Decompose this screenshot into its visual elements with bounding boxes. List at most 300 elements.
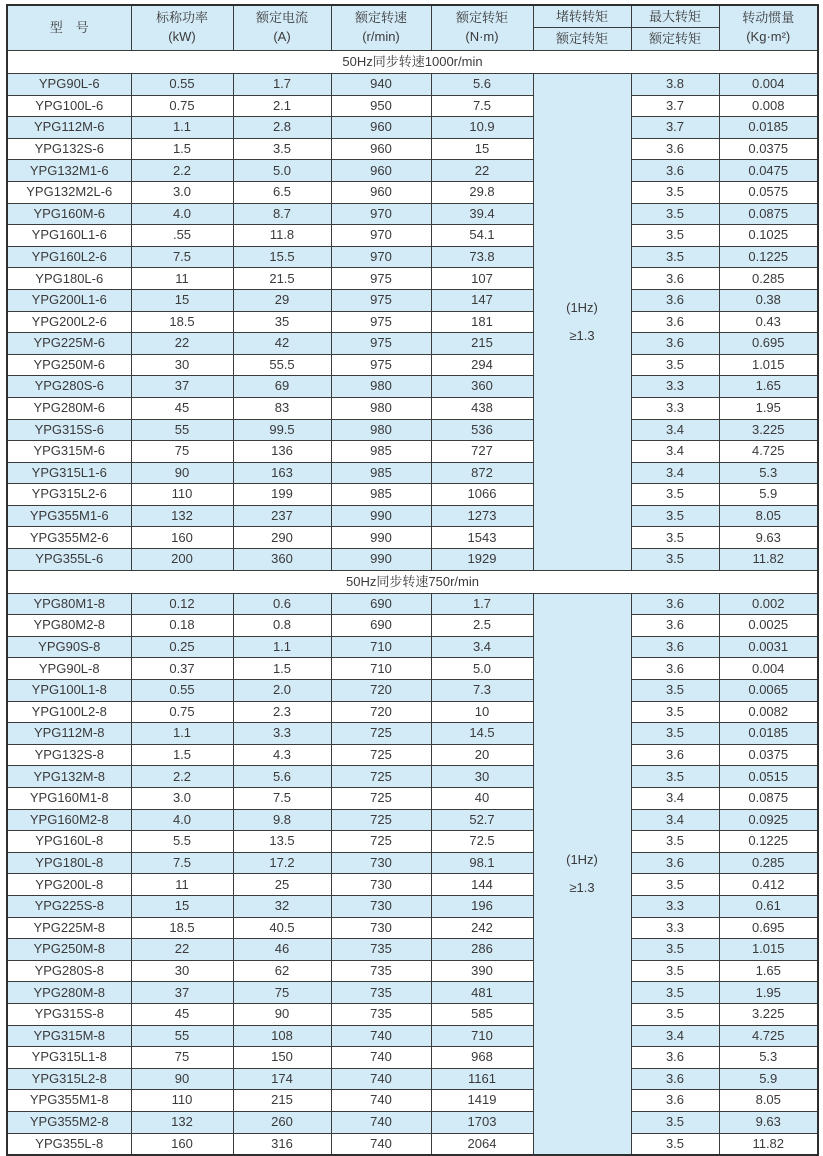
model-cell: YPG90L-8 bbox=[7, 658, 131, 680]
value-cell: 5.6 bbox=[233, 766, 331, 788]
value-cell: 1066 bbox=[431, 484, 533, 506]
model-cell: YPG225M-8 bbox=[7, 917, 131, 939]
value-cell: 107 bbox=[431, 268, 533, 290]
value-cell: 975 bbox=[331, 289, 431, 311]
value-cell: 18.5 bbox=[131, 917, 233, 939]
model-cell: YPG280M-8 bbox=[7, 982, 131, 1004]
value-cell: 52.7 bbox=[431, 809, 533, 831]
value-cell: 144 bbox=[431, 874, 533, 896]
value-cell: 3.8 bbox=[631, 74, 719, 96]
value-cell: 3.6 bbox=[631, 658, 719, 680]
model-cell: YPG355L-8 bbox=[7, 1133, 131, 1155]
value-cell: 0.0185 bbox=[719, 723, 818, 745]
section-header-row bbox=[7, 570, 818, 593]
model-cell: YPG355M2-8 bbox=[7, 1111, 131, 1133]
value-cell: 3.225 bbox=[719, 1003, 818, 1025]
value-cell: 99.5 bbox=[233, 419, 331, 441]
table-header bbox=[7, 5, 818, 51]
value-cell: 11.82 bbox=[719, 549, 818, 571]
value-cell: 7.5 bbox=[233, 788, 331, 810]
value-cell: 1419 bbox=[431, 1090, 533, 1112]
value-cell: 980 bbox=[331, 419, 431, 441]
value-cell: 37 bbox=[131, 376, 233, 398]
value-cell: 710 bbox=[331, 636, 431, 658]
value-cell: 15 bbox=[131, 895, 233, 917]
value-cell: 3.5 bbox=[233, 138, 331, 160]
value-cell: 1.7 bbox=[431, 593, 533, 615]
col-header-rated-torque bbox=[431, 5, 533, 51]
col-header-rated-torque-label: 额定转矩 bbox=[455, 10, 508, 26]
value-cell: 710 bbox=[431, 1025, 533, 1047]
value-cell: 98.1 bbox=[431, 852, 533, 874]
value-cell: 110 bbox=[131, 484, 233, 506]
value-cell: 10.9 bbox=[431, 117, 533, 139]
value-cell: 1.65 bbox=[719, 376, 818, 398]
model-cell: YPG315M-8 bbox=[7, 1025, 131, 1047]
table-row bbox=[7, 917, 818, 939]
value-cell: 40.5 bbox=[233, 917, 331, 939]
col-header-locked-torque-ratio bbox=[533, 5, 631, 51]
value-cell: 360 bbox=[431, 376, 533, 398]
value-cell: 8.7 bbox=[233, 203, 331, 225]
value-cell: 970 bbox=[331, 203, 431, 225]
value-cell: 3.6 bbox=[631, 138, 719, 160]
table-row bbox=[7, 225, 818, 247]
value-cell: 940 bbox=[331, 74, 431, 96]
table-row bbox=[7, 744, 818, 766]
table-row bbox=[7, 874, 818, 896]
value-cell: 5.6 bbox=[431, 74, 533, 96]
value-cell: 0.25 bbox=[131, 636, 233, 658]
value-cell: 15 bbox=[431, 138, 533, 160]
value-cell: 0.38 bbox=[719, 289, 818, 311]
model-cell: YPG160M1-8 bbox=[7, 788, 131, 810]
value-cell: 3.5 bbox=[631, 701, 719, 723]
value-cell: 25 bbox=[233, 874, 331, 896]
col-header-rated-power-unit: (kW) bbox=[168, 29, 196, 44]
table-row bbox=[7, 333, 818, 355]
table-row bbox=[7, 788, 818, 810]
value-cell: 735 bbox=[331, 960, 431, 982]
model-cell: YPG132M2L-6 bbox=[7, 181, 131, 203]
value-cell: 730 bbox=[331, 917, 431, 939]
table-row bbox=[7, 1090, 818, 1112]
table-row bbox=[7, 505, 818, 527]
value-cell: 29.8 bbox=[431, 181, 533, 203]
value-cell: 3.5 bbox=[631, 939, 719, 961]
value-cell: 1.5 bbox=[233, 658, 331, 680]
value-cell: 740 bbox=[331, 1111, 431, 1133]
value-cell: 0.8 bbox=[233, 615, 331, 637]
value-cell: 260 bbox=[233, 1111, 331, 1133]
value-cell: 690 bbox=[331, 593, 431, 615]
value-cell: 3.7 bbox=[631, 117, 719, 139]
value-cell: 7.5 bbox=[131, 852, 233, 874]
model-cell: YPG315L2-6 bbox=[7, 484, 131, 506]
model-cell: YPG315S-8 bbox=[7, 1003, 131, 1025]
value-cell: 0.1025 bbox=[719, 225, 818, 247]
value-cell: 975 bbox=[331, 268, 431, 290]
value-cell: 3.5 bbox=[631, 982, 719, 1004]
table-row bbox=[7, 1047, 818, 1069]
value-cell: 360 bbox=[233, 549, 331, 571]
model-cell: YPG355L-6 bbox=[7, 549, 131, 571]
value-cell: 1.95 bbox=[719, 982, 818, 1004]
model-cell: YPG90L-6 bbox=[7, 74, 131, 96]
table-row bbox=[7, 723, 818, 745]
value-cell: 30 bbox=[131, 960, 233, 982]
model-cell: YPG355M2-6 bbox=[7, 527, 131, 549]
value-cell: 6.5 bbox=[233, 181, 331, 203]
value-cell: 730 bbox=[331, 852, 431, 874]
value-cell: 985 bbox=[331, 441, 431, 463]
value-cell: 73.8 bbox=[431, 246, 533, 268]
table-row bbox=[7, 246, 818, 268]
value-cell: 536 bbox=[431, 419, 533, 441]
value-cell: 3.6 bbox=[631, 852, 719, 874]
value-cell: 150 bbox=[233, 1047, 331, 1069]
value-cell: 215 bbox=[431, 333, 533, 355]
locked-torque-denominator: 额定转矩 bbox=[534, 28, 631, 50]
value-cell: 3.3 bbox=[631, 895, 719, 917]
value-cell: 0.008 bbox=[719, 95, 818, 117]
model-cell: YPG355M1-6 bbox=[7, 505, 131, 527]
value-cell: 75 bbox=[131, 441, 233, 463]
table-row bbox=[7, 527, 818, 549]
col-header-rated-current-label: 额定电流 bbox=[255, 10, 308, 26]
value-cell: 69 bbox=[233, 376, 331, 398]
value-cell: 1.5 bbox=[131, 138, 233, 160]
value-cell: 0.0475 bbox=[719, 160, 818, 182]
value-cell: 9.63 bbox=[719, 527, 818, 549]
table-row bbox=[7, 484, 818, 506]
value-cell: 294 bbox=[431, 354, 533, 376]
value-cell: 950 bbox=[331, 95, 431, 117]
value-cell: 3.6 bbox=[631, 615, 719, 637]
model-cell: YPG315L1-6 bbox=[7, 462, 131, 484]
value-cell: 316 bbox=[233, 1133, 331, 1155]
value-cell: 3.5 bbox=[631, 225, 719, 247]
table-row bbox=[7, 895, 818, 917]
value-cell: 3.5 bbox=[631, 766, 719, 788]
model-cell: YPG355M1-8 bbox=[7, 1090, 131, 1112]
value-cell: 8.05 bbox=[719, 1090, 818, 1112]
value-cell: 90 bbox=[131, 462, 233, 484]
value-cell: 4.725 bbox=[719, 1025, 818, 1047]
locked-torque-ratio-note-cell bbox=[533, 74, 631, 571]
locked-torque-ratio-note-cell bbox=[533, 593, 631, 1155]
value-cell: 132 bbox=[131, 505, 233, 527]
motor-spec-table bbox=[6, 4, 819, 1156]
col-header-rated-current-unit: (A) bbox=[273, 29, 291, 44]
value-cell: 5.3 bbox=[719, 462, 818, 484]
model-cell: YPG280M-6 bbox=[7, 397, 131, 419]
value-cell: 5.5 bbox=[131, 831, 233, 853]
value-cell: 3.7 bbox=[631, 95, 719, 117]
table-row bbox=[7, 636, 818, 658]
locked-torque-note-line2: ≥1.3 bbox=[569, 327, 595, 343]
value-cell: 3.3 bbox=[233, 723, 331, 745]
model-cell: YPG90S-8 bbox=[7, 636, 131, 658]
table-row bbox=[7, 831, 818, 853]
model-cell: YPG315L1-8 bbox=[7, 1047, 131, 1069]
model-cell: YPG160M2-8 bbox=[7, 809, 131, 831]
value-cell: 75 bbox=[131, 1047, 233, 1069]
value-cell: 3.5 bbox=[631, 549, 719, 571]
value-cell: 2.5 bbox=[431, 615, 533, 637]
value-cell: 3.225 bbox=[719, 419, 818, 441]
value-cell: 196 bbox=[431, 895, 533, 917]
value-cell: 725 bbox=[331, 788, 431, 810]
value-cell: 18.5 bbox=[131, 311, 233, 333]
value-cell: 725 bbox=[331, 723, 431, 745]
value-cell: 200 bbox=[131, 549, 233, 571]
header-row bbox=[7, 5, 818, 51]
value-cell: 11 bbox=[131, 874, 233, 896]
col-header-max-torque-ratio bbox=[631, 5, 719, 51]
locked-torque-note-line1: (1Hz) bbox=[566, 300, 598, 316]
value-cell: 3.5 bbox=[631, 1111, 719, 1133]
value-cell: 1.95 bbox=[719, 397, 818, 419]
model-cell: YPG132M1-6 bbox=[7, 160, 131, 182]
table-row bbox=[7, 960, 818, 982]
table-row bbox=[7, 419, 818, 441]
col-header-inertia-label: 转动惯量 bbox=[742, 10, 795, 26]
value-cell: 7.3 bbox=[431, 680, 533, 702]
value-cell: 39.4 bbox=[431, 203, 533, 225]
value-cell: 3.6 bbox=[631, 333, 719, 355]
value-cell: 1.5 bbox=[131, 744, 233, 766]
value-cell: 215 bbox=[233, 1090, 331, 1112]
value-cell: 3.4 bbox=[631, 462, 719, 484]
model-cell: YPG132S-6 bbox=[7, 138, 131, 160]
value-cell: 975 bbox=[331, 354, 431, 376]
value-cell: 3.4 bbox=[631, 809, 719, 831]
value-cell: 730 bbox=[331, 895, 431, 917]
table-row bbox=[7, 74, 818, 96]
value-cell: 0.61 bbox=[719, 895, 818, 917]
value-cell: 3.3 bbox=[631, 397, 719, 419]
table-row bbox=[7, 658, 818, 680]
table-row bbox=[7, 1133, 818, 1155]
table-row bbox=[7, 95, 818, 117]
value-cell: 35 bbox=[233, 311, 331, 333]
col-header-rated-speed bbox=[331, 5, 431, 51]
value-cell: 0.12 bbox=[131, 593, 233, 615]
value-cell: 8.05 bbox=[719, 505, 818, 527]
value-cell: 55 bbox=[131, 1025, 233, 1047]
value-cell: 20 bbox=[431, 744, 533, 766]
value-cell: 3.5 bbox=[631, 960, 719, 982]
value-cell: 0.0025 bbox=[719, 615, 818, 637]
model-cell: YPG200L1-6 bbox=[7, 289, 131, 311]
value-cell: 3.5 bbox=[631, 484, 719, 506]
value-cell: 0.285 bbox=[719, 268, 818, 290]
value-cell: 585 bbox=[431, 1003, 533, 1025]
value-cell: 725 bbox=[331, 766, 431, 788]
col-header-rated-power bbox=[131, 5, 233, 51]
value-cell: 110 bbox=[131, 1090, 233, 1112]
table-row bbox=[7, 766, 818, 788]
value-cell: 3.3 bbox=[631, 376, 719, 398]
value-cell: .55 bbox=[131, 225, 233, 247]
value-cell: 4.0 bbox=[131, 809, 233, 831]
value-cell: 0.1225 bbox=[719, 831, 818, 853]
value-cell: 5.9 bbox=[719, 484, 818, 506]
value-cell: 72.5 bbox=[431, 831, 533, 853]
value-cell: 3.4 bbox=[631, 1025, 719, 1047]
model-cell: YPG160L-8 bbox=[7, 831, 131, 853]
value-cell: 970 bbox=[331, 225, 431, 247]
model-cell: YPG180L-8 bbox=[7, 852, 131, 874]
value-cell: 10 bbox=[431, 701, 533, 723]
table-row bbox=[7, 117, 818, 139]
value-cell: 160 bbox=[131, 527, 233, 549]
value-cell: 4.0 bbox=[131, 203, 233, 225]
value-cell: 15.5 bbox=[233, 246, 331, 268]
value-cell: 3.4 bbox=[631, 788, 719, 810]
value-cell: 3.6 bbox=[631, 268, 719, 290]
value-cell: 0.37 bbox=[131, 658, 233, 680]
value-cell: 872 bbox=[431, 462, 533, 484]
table-row bbox=[7, 939, 818, 961]
value-cell: 3.5 bbox=[631, 181, 719, 203]
value-cell: 980 bbox=[331, 397, 431, 419]
model-cell: YPG180L-6 bbox=[7, 268, 131, 290]
table-row bbox=[7, 138, 818, 160]
value-cell: 3.5 bbox=[631, 1133, 719, 1155]
table-row bbox=[7, 1025, 818, 1047]
table-row bbox=[7, 203, 818, 225]
value-cell: 1273 bbox=[431, 505, 533, 527]
table-row bbox=[7, 289, 818, 311]
model-cell: YPG200L2-6 bbox=[7, 311, 131, 333]
value-cell: 3.6 bbox=[631, 1090, 719, 1112]
value-cell: 199 bbox=[233, 484, 331, 506]
model-cell: YPG250M-8 bbox=[7, 939, 131, 961]
table-row bbox=[7, 376, 818, 398]
value-cell: 0.0575 bbox=[719, 181, 818, 203]
value-cell: 0.0375 bbox=[719, 744, 818, 766]
locked-torque-note-line1: (1Hz) bbox=[566, 852, 598, 868]
value-cell: 11.8 bbox=[233, 225, 331, 247]
value-cell: 22 bbox=[431, 160, 533, 182]
value-cell: 45 bbox=[131, 397, 233, 419]
value-cell: 0.0082 bbox=[719, 701, 818, 723]
model-cell: YPG112M-8 bbox=[7, 723, 131, 745]
table-body bbox=[7, 51, 818, 1156]
value-cell: 3.0 bbox=[131, 788, 233, 810]
value-cell: 3.4 bbox=[631, 441, 719, 463]
section-header-row bbox=[7, 51, 818, 74]
value-cell: 990 bbox=[331, 505, 431, 527]
value-cell: 1.7 bbox=[233, 74, 331, 96]
value-cell: 720 bbox=[331, 680, 431, 702]
value-cell: 0.18 bbox=[131, 615, 233, 637]
col-header-rated-speed-label: 额定转速 bbox=[354, 10, 407, 26]
value-cell: 960 bbox=[331, 181, 431, 203]
table-row bbox=[7, 1003, 818, 1025]
col-header-rated-torque-unit: (N·m) bbox=[465, 29, 499, 44]
value-cell: 21.5 bbox=[233, 268, 331, 290]
value-cell: 980 bbox=[331, 376, 431, 398]
table-row bbox=[7, 1111, 818, 1133]
value-cell: 90 bbox=[131, 1068, 233, 1090]
value-cell: 735 bbox=[331, 939, 431, 961]
table-row bbox=[7, 311, 818, 333]
value-cell: 735 bbox=[331, 1003, 431, 1025]
model-cell: YPG112M-6 bbox=[7, 117, 131, 139]
value-cell: 3.5 bbox=[631, 1003, 719, 1025]
value-cell: 960 bbox=[331, 160, 431, 182]
table-row bbox=[7, 268, 818, 290]
model-cell: YPG225M-6 bbox=[7, 333, 131, 355]
value-cell: 985 bbox=[331, 462, 431, 484]
value-cell: 740 bbox=[331, 1133, 431, 1155]
value-cell: 710 bbox=[331, 658, 431, 680]
value-cell: 725 bbox=[331, 809, 431, 831]
value-cell: 0.0925 bbox=[719, 809, 818, 831]
value-cell: 740 bbox=[331, 1025, 431, 1047]
value-cell: 0.1225 bbox=[719, 246, 818, 268]
value-cell: 3.5 bbox=[631, 203, 719, 225]
value-cell: 54.1 bbox=[431, 225, 533, 247]
model-cell: YPG315S-6 bbox=[7, 419, 131, 441]
value-cell: 132 bbox=[131, 1111, 233, 1133]
table-row bbox=[7, 809, 818, 831]
value-cell: 0.0375 bbox=[719, 138, 818, 160]
value-cell: 3.6 bbox=[631, 1068, 719, 1090]
value-cell: 725 bbox=[331, 831, 431, 853]
value-cell: 740 bbox=[331, 1047, 431, 1069]
value-cell: 0.412 bbox=[719, 874, 818, 896]
value-cell: 160 bbox=[131, 1133, 233, 1155]
value-cell: 5.0 bbox=[233, 160, 331, 182]
value-cell: 3.4 bbox=[631, 419, 719, 441]
model-cell: YPG80M1-8 bbox=[7, 593, 131, 615]
model-cell: YPG132M-8 bbox=[7, 766, 131, 788]
value-cell: 3.6 bbox=[631, 744, 719, 766]
value-cell: 1.1 bbox=[233, 636, 331, 658]
value-cell: 0.6 bbox=[233, 593, 331, 615]
value-cell: 2.0 bbox=[233, 680, 331, 702]
value-cell: 55.5 bbox=[233, 354, 331, 376]
value-cell: 0.0031 bbox=[719, 636, 818, 658]
table-row bbox=[7, 181, 818, 203]
model-cell: YPG160M-6 bbox=[7, 203, 131, 225]
value-cell: 3.5 bbox=[631, 680, 719, 702]
table-row bbox=[7, 549, 818, 571]
value-cell: 108 bbox=[233, 1025, 331, 1047]
value-cell: 90 bbox=[233, 1003, 331, 1025]
value-cell: 0.55 bbox=[131, 680, 233, 702]
model-cell: YPG315L2-8 bbox=[7, 1068, 131, 1090]
value-cell: 990 bbox=[331, 549, 431, 571]
model-cell: YPG315M-6 bbox=[7, 441, 131, 463]
value-cell: 45 bbox=[131, 1003, 233, 1025]
table-row bbox=[7, 701, 818, 723]
value-cell: 740 bbox=[331, 1068, 431, 1090]
value-cell: 22 bbox=[131, 333, 233, 355]
value-cell: 9.63 bbox=[719, 1111, 818, 1133]
value-cell: 0.75 bbox=[131, 95, 233, 117]
value-cell: 0.55 bbox=[131, 74, 233, 96]
value-cell: 1.015 bbox=[719, 939, 818, 961]
value-cell: 0.0065 bbox=[719, 680, 818, 702]
value-cell: 3.5 bbox=[631, 505, 719, 527]
value-cell: 147 bbox=[431, 289, 533, 311]
value-cell: 0.0875 bbox=[719, 788, 818, 810]
